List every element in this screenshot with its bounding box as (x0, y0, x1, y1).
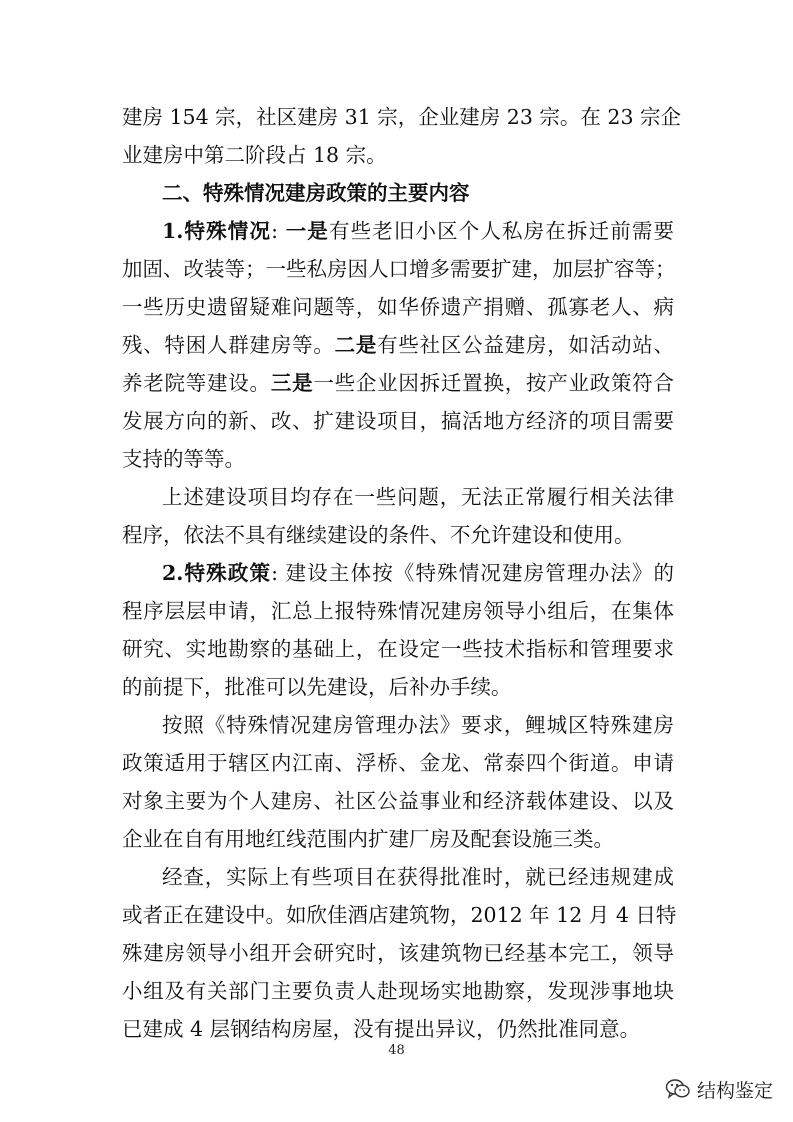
enum-marker: 一是 (285, 219, 329, 243)
text-line: 建房 154 宗，社区建房 31 宗，企业建房 23 宗。在 23 宗企 (122, 105, 682, 129)
text-line: 业建房中第二阶段占 18 宗。 (122, 143, 387, 167)
text-line: 发展方向的新、改、扩建设项目，搞活地方经济的项目需要 (122, 409, 674, 433)
text-line: 对象主要为个人建房、社区公益事业和经济载体建设、以及 (122, 789, 674, 813)
text-line: 支持的等等。 (122, 447, 245, 471)
item-label: 2.特殊政策 (162, 561, 272, 585)
text-line: 一些历史遗留疑难问题等，如华侨遗产捐赠、孤寡老人、病 (122, 295, 674, 319)
text-line: 小组及有关部门主要负责人赴现场实地勘察，发现涉事地块 (122, 979, 674, 1003)
text-line: 已建成 4 层钢结构房屋，没有提出异议，仍然批准同意。 (122, 1017, 641, 1041)
text-line (122, 366, 674, 400)
section-heading: 二、特殊情况建房政策的主要内容 (162, 181, 470, 205)
text-line: 按照《特殊情况建房管理办法》要求，鲤城区特殊建房 (162, 713, 674, 737)
enum-marker: 二是 (334, 333, 378, 357)
text-line: 或者正在建设中。如欣佳酒店建筑物，2012 年 12 月 4 日特 (122, 903, 677, 927)
item-label: 1.特殊情况 (162, 219, 272, 243)
text-line (162, 214, 674, 248)
text-line: 殊建房领导小组开会研究时，该建筑物已经基本完工，领导 (122, 941, 674, 965)
text-line: 程序，依法不具有继续建设的条件、不允许建设和使用。 (122, 523, 635, 547)
label-separator: : (271, 561, 286, 585)
page-number: 48 (388, 1043, 405, 1058)
text-run: 建设主体按《特殊情况建房管理办法》的 (285, 561, 674, 585)
wechat-icon (665, 1078, 691, 1100)
text-run: 养老院等建设。 (122, 371, 271, 395)
text-line: 上述建设项目均存在一些问题，无法正常履行相关法律 (162, 485, 674, 509)
text-run: 有些老旧小区个人私房在拆迁前需要 (328, 219, 674, 243)
text-line: 经查，实际上有些项目在获得批准时，就已经违规建成 (162, 865, 674, 889)
text-line: 程序层层申请，汇总上报特殊情况建房领导小组后，在集体 (122, 599, 674, 623)
text-run: 一些企业因拆迁置换，按产业政策符合 (313, 371, 675, 395)
text-line: 企业在自有用地红线范围内扩建厂房及配套设施三类。 (122, 827, 614, 851)
wechat-watermark (665, 1074, 773, 1104)
text-line (122, 328, 674, 362)
enum-marker: 三是 (270, 371, 314, 395)
text-line: 加固、改装等；一些私房因人口增多需要扩建，加层扩容等； (122, 257, 676, 281)
text-line: 政策适用于辖区内江南、浮桥、金龙、常泰四个街道。申请 (122, 751, 674, 775)
text-run: 有些社区公益建房，如活动站、 (377, 333, 675, 357)
text-line: 研究、实地勘察的基础上，在设定一些技术指标和管理要求 (122, 637, 674, 661)
label-separator: : (271, 219, 286, 243)
text-line (162, 556, 674, 590)
text-run: 残、特困人群建房等。 (122, 333, 335, 357)
watermark-text: 结构鉴定 (696, 1079, 773, 1102)
text-line: 的前提下，批准可以先建设，后补办手续。 (122, 675, 512, 699)
